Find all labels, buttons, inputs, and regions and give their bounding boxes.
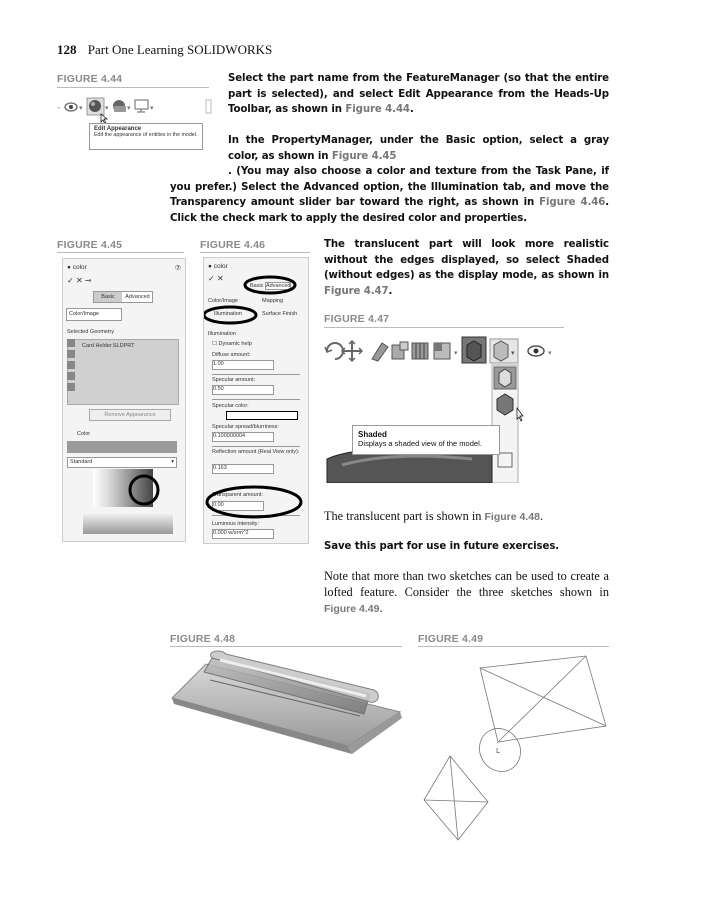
figure-rule bbox=[200, 252, 310, 253]
section-title: Part One Learning SOLIDWORKS bbox=[87, 42, 273, 57]
p6-figure-ref[interactable]: Figure 4.49 bbox=[324, 603, 380, 615]
tab-color-image[interactable]: Color/Image bbox=[208, 298, 238, 304]
paragraph-2a bbox=[228, 133, 609, 164]
figure-rule bbox=[170, 646, 402, 647]
paragraph-6 bbox=[324, 568, 609, 617]
luminous-input[interactable]: 0.000 w/srm^2 bbox=[212, 529, 274, 539]
color-mode-select[interactable]: Standard ▾ bbox=[67, 457, 177, 468]
pm-title: color bbox=[213, 263, 228, 270]
pin-icon[interactable]: ⊸ bbox=[84, 276, 92, 285]
figure-4-45-label: FIGURE 4.45 bbox=[57, 239, 123, 251]
pan-icon bbox=[342, 341, 362, 361]
figure-rule bbox=[324, 327, 564, 328]
reflection-label: Reflection amount (Real View only): bbox=[212, 449, 300, 455]
check-icon[interactable]: ✓ bbox=[67, 276, 74, 285]
diffuse-input[interactable]: 1.00 bbox=[212, 360, 274, 370]
eye-icon bbox=[528, 346, 552, 357]
paragraph-3 bbox=[324, 237, 609, 299]
svg-text:▾: ▾ bbox=[150, 104, 154, 112]
transparency-input[interactable]: 0.00 bbox=[212, 501, 264, 511]
bottom-square-sketch bbox=[424, 756, 488, 840]
remove-appearance-button[interactable]: Remove Appearance bbox=[89, 409, 171, 421]
figure-4-47-label: FIGURE 4.47 bbox=[324, 313, 390, 325]
color-header: Color bbox=[77, 431, 91, 437]
svg-text:▾: ▾ bbox=[105, 104, 109, 112]
p3-figure-ref[interactable]: Figure 4.47 bbox=[324, 285, 389, 297]
figure-rule bbox=[418, 646, 609, 647]
tab-illumination[interactable]: Illumination bbox=[214, 311, 242, 317]
display-style-icon bbox=[462, 337, 486, 363]
section-icon bbox=[412, 343, 428, 359]
close-icon[interactable]: ✕ bbox=[216, 274, 224, 283]
figure-4-46: ● color ✓ ✕ Basic Advanced Color/Image Mapping Illumination Surface Finish Illumination ☐ Dynamic help Diffuse amount: 1.00 Specular amount: 0.50 Specular color: Specular spread/blurriness: 0.100000004 Reflection amount (Real View only): 0.163 Transparent amount: 0.00 Luminous intensity: 0.000 w/srm^2 bbox=[203, 257, 309, 544]
tab-advanced[interactable]: Advanced bbox=[265, 283, 291, 289]
monitor-icon bbox=[135, 100, 148, 112]
specular-label: Specular amount: bbox=[212, 377, 256, 383]
tooltip-body: Edit the appearance of entities in the model. bbox=[94, 132, 198, 138]
p3-text: The translucent part will look more realistic without the edges displayed, so select Shaded (without edges) as the display mode, as shown in bbox=[324, 239, 609, 282]
diffuse-slider[interactable] bbox=[212, 370, 300, 375]
tooltip-body: Displays a shaded view of the model. bbox=[358, 439, 482, 448]
p1-text: Select the part name from the FeatureManager (so that the entire part is selected), and select Edit Appearance from the Heads-Up Toolbar, as shown in bbox=[228, 73, 609, 116]
figure-4-44-label: FIGURE 4.44 bbox=[57, 73, 123, 85]
p2-end: . Click the check mark to apply the desired color and properties. bbox=[170, 197, 609, 224]
p2-text: In the PropertyManager, under the Basic option, select a gray color, as shown in bbox=[228, 135, 609, 162]
selected-geometry-header: Selected Geometry bbox=[67, 329, 115, 335]
running-head bbox=[57, 42, 272, 58]
scene-icon bbox=[113, 100, 126, 112]
luminous-label: Luminous intensity: bbox=[212, 521, 260, 527]
highlight-advanced bbox=[242, 274, 298, 296]
p4-figure-ref[interactable]: Figure 4.48 bbox=[484, 511, 540, 523]
svg-text:▾: ▾ bbox=[454, 349, 458, 357]
pm-title-color: ● color bbox=[67, 264, 87, 271]
figure-4-47 bbox=[322, 333, 564, 483]
rotate-icon bbox=[325, 343, 343, 359]
paragraph-1 bbox=[228, 71, 609, 118]
section-view-icon bbox=[434, 343, 450, 359]
help-icon[interactable]: ⑦ bbox=[174, 265, 181, 272]
svg-text:-: - bbox=[57, 103, 61, 113]
tab-mapping[interactable]: Mapping bbox=[262, 298, 284, 304]
highlight-circle bbox=[127, 473, 161, 507]
highlight-transparency bbox=[204, 483, 304, 521]
basic-advanced-tabs bbox=[93, 291, 153, 303]
view-toolbar bbox=[322, 333, 564, 483]
tab-basic[interactable]: Basic bbox=[250, 283, 264, 289]
p6-text: Note that more than two sketches can be used to create a lofted feature. Consider the three sketches shown in bbox=[324, 569, 609, 599]
specular-color-label: Specular color: bbox=[212, 403, 249, 409]
figure-4-45 bbox=[62, 258, 186, 542]
p3-end: . bbox=[388, 285, 393, 297]
edit-appearance-icon bbox=[87, 98, 104, 115]
tab-basic[interactable]: Basic bbox=[94, 292, 122, 302]
spread-slider[interactable] bbox=[212, 442, 300, 447]
p2-figure-ref[interactable]: Figure 4.45 bbox=[331, 150, 397, 162]
specular-input[interactable]: 0.50 bbox=[212, 385, 274, 395]
tooltip-title: Shaded bbox=[358, 430, 387, 439]
edit-appearance-tooltip bbox=[89, 123, 203, 150]
figure-4-49-sketches bbox=[418, 650, 609, 865]
paragraph-5: Save this part for use in future exercises. bbox=[324, 541, 560, 552]
p1-figure-ref[interactable]: Figure 4.44 bbox=[345, 104, 410, 116]
view-icon bbox=[392, 342, 408, 359]
specular-slider[interactable] bbox=[212, 395, 300, 400]
svg-text:L: L bbox=[496, 747, 500, 755]
svg-text:▾: ▾ bbox=[127, 104, 131, 112]
p2-figure-ref-2[interactable]: Figure 4.46 bbox=[539, 197, 606, 209]
svg-text:▾: ▾ bbox=[79, 104, 83, 112]
diffuse-label: Diffuse amount: bbox=[212, 352, 251, 358]
p4-text: The translucent part is shown in bbox=[324, 509, 485, 523]
tab-color-image[interactable]: Color/Image bbox=[66, 308, 122, 321]
illumination-header: Illumination bbox=[208, 331, 236, 337]
specular-color-swatch[interactable] bbox=[226, 411, 298, 420]
svg-text:▾: ▾ bbox=[511, 349, 515, 357]
highlight-illumination bbox=[203, 304, 258, 326]
shaded-dropdown bbox=[490, 339, 518, 363]
page-number: 128 bbox=[57, 42, 77, 57]
reflection-input[interactable]: 0.163 bbox=[212, 464, 274, 474]
figure-4-49-label: FIGURE 4.49 bbox=[418, 633, 484, 645]
p2-middle: . (You may also choose a color and texture from the Task Pane, if you prefer.) Select the Advanced option, the Illumination tab, and move the Transparency amount slider bar toward the right, as shown in bbox=[170, 166, 609, 209]
figure-4-44 bbox=[57, 96, 212, 152]
transparency-label: Transparent amount: bbox=[212, 492, 263, 498]
color-swatch-bar[interactable] bbox=[67, 441, 177, 453]
shaded-tooltip bbox=[352, 425, 500, 455]
tab-surface-finish[interactable]: Surface Finish bbox=[262, 311, 298, 317]
svg-text:▾: ▾ bbox=[548, 349, 552, 357]
figure-rule bbox=[57, 252, 184, 253]
check-icon[interactable]: ✓ bbox=[208, 274, 215, 283]
figure-4-48-translucent-part bbox=[170, 650, 402, 760]
eye-icon bbox=[65, 103, 77, 111]
figure-4-48-label: FIGURE 4.48 bbox=[170, 633, 236, 645]
close-icon[interactable]: ✕ bbox=[75, 276, 83, 285]
tooltip-title: Edit Appearance bbox=[94, 126, 142, 132]
figure-rule bbox=[57, 87, 209, 88]
p6-end: . bbox=[379, 601, 383, 615]
tab-advanced[interactable]: Advanced bbox=[125, 294, 150, 300]
paragraph-4 bbox=[324, 508, 609, 525]
spread-label: Specular spread/blurriness: bbox=[212, 424, 279, 430]
p1-end: . bbox=[409, 104, 414, 116]
p4-end: . bbox=[539, 509, 544, 523]
figure-4-46-label: FIGURE 4.46 bbox=[200, 239, 266, 251]
selected-geometry-list[interactable] bbox=[67, 339, 179, 405]
preview-swatch bbox=[83, 514, 173, 534]
top-rectangle-sketch bbox=[480, 656, 606, 742]
zoom-icon bbox=[372, 343, 388, 361]
dynamic-help-checkbox[interactable]: ☐ Dynamic help bbox=[212, 341, 252, 347]
paragraph-2b bbox=[170, 164, 609, 226]
spread-input[interactable]: 0.100000004 bbox=[212, 432, 274, 442]
geometry-item[interactable]: Card Holder.SLDPRT bbox=[82, 343, 135, 349]
middle-circle-sketch bbox=[472, 721, 529, 779]
